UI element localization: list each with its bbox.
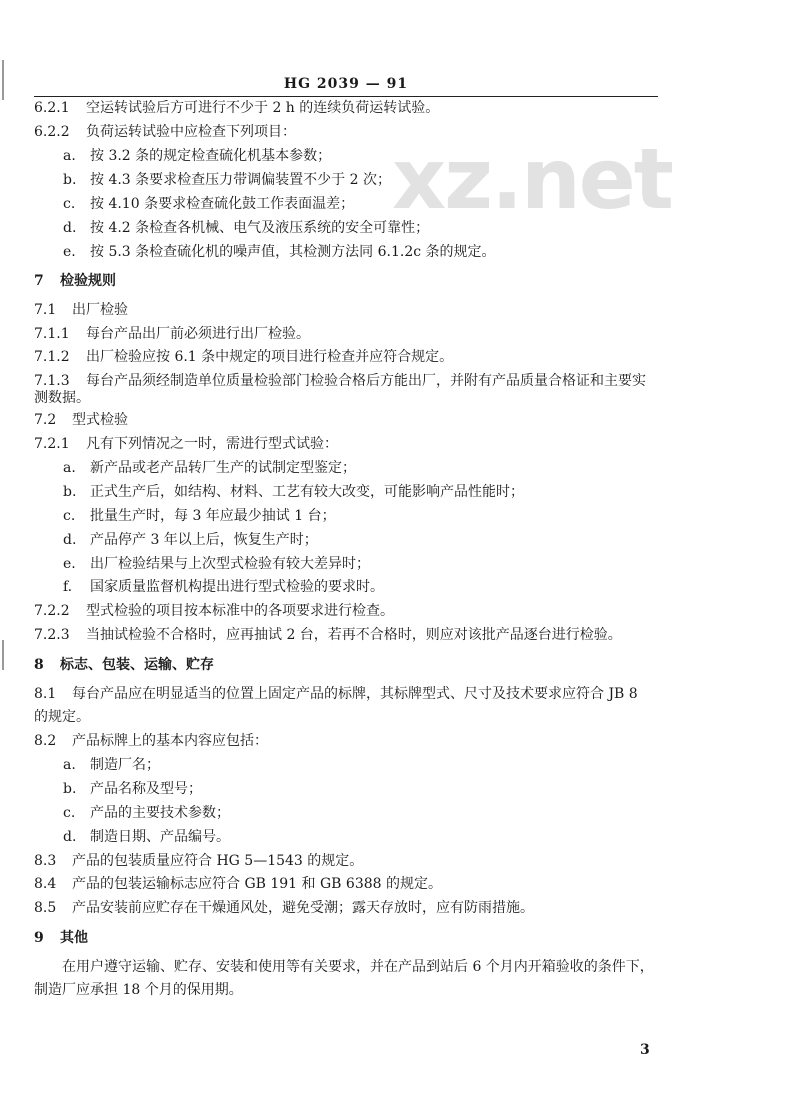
page-header: HG 2039 — 91 bbox=[283, 76, 409, 92]
scan-edge-mark bbox=[2, 60, 4, 100]
header-rule bbox=[34, 96, 658, 97]
document-page: xz.net HG 2039 — 91 6.2.1 空运转试验后方可进行不少于 2 h 的连续负荷运转试验。 6.2.2 负荷运转试验中应检查下列项目： a. 按 3.2 条的规定检查硫化机基本参数； b. 按 4.3 条要求检查压力带调偏装置不少于 2 次； c. 按 4.10 条要求检查硫化鼓工作表面温差； d. 按 4.2 条检查各机械、电气及液压系统的安全可靠性； e. 按 5.3 条检查硫化机的噪声值，其检测方法同 6.1.2c 条的规定。 7 检验规则 7.1 出厂检验 7.1.1 每台产品出厂前必须进行出厂检验。 7.1.2 出厂检验应按 6.1 条中规定的项目进行检查并应符合规定。 7.1.3 每台产品须经制造单位质量检验部门检验合格后方能出厂，并附有产品质量合格证和主要实 测数据。 7.2 型式检验 7.2.1 凡有下列情况之一时，需进行型式试验： a. 新产品或老产品转厂生产的试制定型鉴定； b. 正式生产后，如结构、材料、工艺有较大改变，可能影响产品性能时； c. 批量生产时，每 3 年应最少抽试 1 台； d. 产品停产 3 年以上后，恢复生产时； e. 出厂检验结果与上次型式检验有较大差异时； f. 国家质量监督机构提出进行型式检验的要求时。 7.2.2 型式检验的项目按本标准中的各项要求进行检查。 7.2.3 当抽试检验不合格时，应再抽试 2 台，若再不合格时，则应对该批产品逐台进行检验。 8 标志、包装、运输、贮存 8.1 每台产品应在明显适当的位置上固定产品的标牌，其标牌型式、尺寸及技术要求应符合 JB 8 的规定。 8.2 产品标牌上的基本内容应包括： a. 制造厂名； b. 产品名称及型号； c. 产品的主要技术参数； d. 制造日期、产品编号。 8.3 产品的包装质量应符合 HG 5—1543 的规定。 8.4 产品的包装运输标志应符合 GB 191 和 GB 6388 的规定。 8.5 产品安装前应贮存在干燥通风处，避免受潮；露天存放时，应有防雨措施。 9 其他 在用户遵守运输、贮存、安装和使用等有关要求，并在产品到站后 6 个月内开箱验收的条件下， 制造厂应承担 18 个月的保用期。 3 bbox=[0, 0, 800, 1093]
watermark: xz.net bbox=[392, 130, 672, 228]
page-number: 3 bbox=[640, 1042, 650, 1058]
scan-edge-mark bbox=[2, 640, 4, 670]
